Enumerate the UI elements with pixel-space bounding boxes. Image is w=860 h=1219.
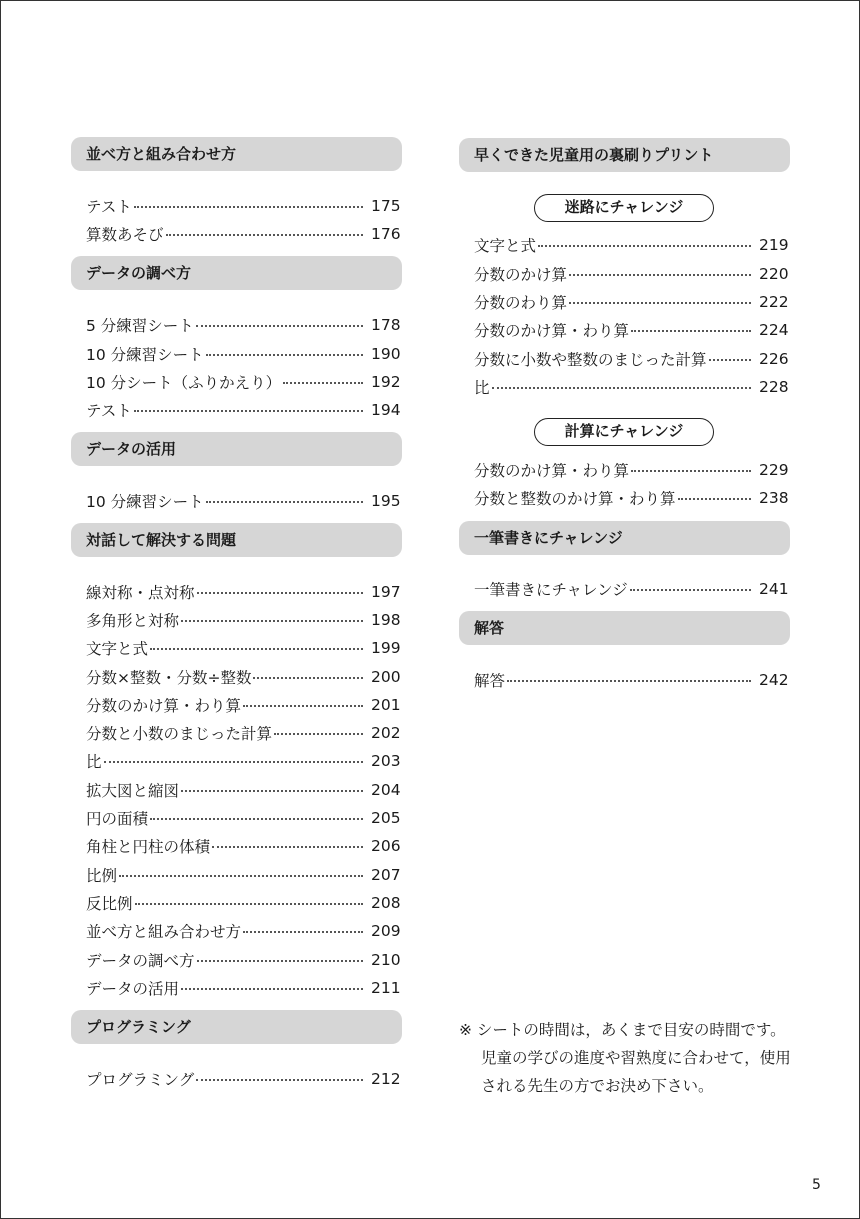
section-header: データの調べ方 <box>71 256 402 290</box>
toc-entry <box>474 261 787 287</box>
toc-entry-label: 比 <box>86 753 102 771</box>
section-header: 早くできた児童用の裏刷りプリント <box>459 138 790 172</box>
toc-entry-label: 文字と式 <box>86 640 149 658</box>
toc-entry-page: 208 <box>371 894 401 912</box>
toc-entry-label: 分数のかけ算・わり算 <box>474 322 630 340</box>
toc-entry <box>86 918 399 944</box>
toc-entry-page: 207 <box>371 866 401 884</box>
toc-entry-page: 209 <box>371 922 401 940</box>
section-header: 対話して解決する問題 <box>71 523 402 557</box>
toc-entry <box>86 833 399 859</box>
toc-entry-page: 242 <box>759 671 789 689</box>
toc-entry-label: テスト <box>86 402 132 420</box>
toc-entry <box>86 947 399 973</box>
toc-entry-label: 拡大図と縮図 <box>86 782 180 800</box>
section-header: データの活用 <box>71 432 402 466</box>
toc-entry-page: 203 <box>371 752 401 770</box>
dot-leader <box>631 330 751 332</box>
toc-entry-page: 229 <box>759 461 789 479</box>
dot-leader <box>243 705 363 707</box>
dot-leader <box>206 354 363 356</box>
toc-entry-page: 194 <box>371 401 401 419</box>
toc-entry <box>86 664 399 690</box>
toc-entry-label: 分数に小数や整数のまじった計算 <box>474 351 707 369</box>
toc-entry-page: 228 <box>759 378 789 396</box>
dot-leader <box>709 359 751 361</box>
toc-entry-label: テスト <box>86 198 132 216</box>
toc-entry-label: 5 分練習シート <box>86 317 194 335</box>
section-header: プログラミング <box>71 1010 402 1044</box>
toc-entry-page: 222 <box>759 293 789 311</box>
dot-leader <box>150 818 363 820</box>
toc-entry-page: 199 <box>371 639 401 657</box>
toc-entry-page: 201 <box>371 696 401 714</box>
toc-entry-label: データの活用 <box>86 980 180 998</box>
toc-entry-page: 219 <box>759 236 789 254</box>
toc-entry-page: 200 <box>371 668 401 686</box>
toc-entry-label: 線対称・点対称 <box>86 584 195 602</box>
toc-entry <box>86 748 399 774</box>
toc-entry-label: 分数のわり算 <box>474 294 568 312</box>
toc-entry-label: 比例 <box>86 867 118 885</box>
dot-leader <box>166 234 363 236</box>
dot-leader <box>253 677 363 679</box>
toc-entry <box>474 232 787 258</box>
calc-subsection-pill: 計算にチャレンジ <box>534 418 714 446</box>
dot-leader <box>206 501 363 503</box>
toc-entry-label: 10 分練習シート <box>86 493 204 511</box>
toc-entry-page: 241 <box>759 580 789 598</box>
toc-entry <box>86 975 399 1001</box>
dot-leader <box>631 470 751 472</box>
dot-leader <box>104 761 363 763</box>
toc-entry-label: データの調べ方 <box>86 952 195 970</box>
toc-entry-label: 多角形と対称 <box>86 612 180 630</box>
toc-entry <box>474 346 787 372</box>
page-number: 5 <box>812 1177 821 1193</box>
dot-leader <box>181 620 363 622</box>
toc-entry-label: 角柱と円柱の体積 <box>86 838 211 856</box>
toc-entry <box>86 862 399 888</box>
toc-entry-page: 211 <box>371 979 401 997</box>
toc-entry-page: 195 <box>371 492 401 510</box>
toc-entry <box>86 1066 399 1092</box>
toc-entry-page: 210 <box>371 951 401 969</box>
toc-entry-label: 解答 <box>474 672 506 690</box>
dot-leader <box>630 589 751 591</box>
dot-leader <box>134 410 363 412</box>
toc-entry-label: 並べ方と組み合わせ方 <box>86 923 242 941</box>
toc-entry-page: 175 <box>371 197 401 215</box>
toc-entry-page: 205 <box>371 809 401 827</box>
dot-leader <box>492 387 751 389</box>
toc-entry-label: 分数のかけ算 <box>474 266 568 284</box>
toc-entry <box>86 341 399 367</box>
dot-leader <box>134 206 363 208</box>
toc-entry-page: 192 <box>371 373 401 391</box>
toc-entry <box>86 579 399 605</box>
maze-subsection-pill: 迷路にチャレンジ <box>534 194 714 222</box>
dot-leader <box>181 790 363 792</box>
toc-entry-page: 176 <box>371 225 401 243</box>
toc-entry <box>86 692 399 718</box>
dot-leader <box>538 245 751 247</box>
toc-entry-page: 204 <box>371 781 401 799</box>
dot-leader <box>150 648 363 650</box>
toc-entry-label: 分数×整数・分数÷整数 <box>86 669 252 687</box>
dot-leader <box>569 274 751 276</box>
toc-entry-label: 10 分シート（ふりかえり） <box>86 374 282 392</box>
dot-leader <box>569 302 751 304</box>
toc-entry <box>86 607 399 633</box>
dot-leader <box>197 960 363 962</box>
dot-leader <box>212 846 363 848</box>
section-header: 解答 <box>459 611 790 645</box>
toc-entry <box>474 576 787 602</box>
toc-entry <box>86 488 399 514</box>
toc-entry-label: 算数あそび <box>86 226 164 244</box>
toc-entry-label: 分数のかけ算・わり算 <box>86 697 242 715</box>
toc-entry <box>86 312 399 338</box>
toc-entry-page: 197 <box>371 583 401 601</box>
dot-leader <box>119 875 363 877</box>
section-header: 並べ方と組み合わせ方 <box>71 137 402 171</box>
toc-entry <box>86 193 399 219</box>
note-line: ※ シートの時間は，あくまで目安の時間です。 <box>459 1021 786 1039</box>
dot-leader <box>678 498 751 500</box>
toc-entry-page: 224 <box>759 321 789 339</box>
toc-entry-label: 分数と整数のかけ算・わり算 <box>474 490 676 508</box>
note-line: される先生の方でお決め下さい。 <box>481 1077 714 1095</box>
dot-leader <box>243 931 363 933</box>
toc-entry <box>86 369 399 395</box>
dot-leader <box>274 733 363 735</box>
toc-entry <box>474 667 787 693</box>
toc-entry-label: 分数のかけ算・わり算 <box>474 462 630 480</box>
toc-entry-label: 反比例 <box>86 895 133 913</box>
dot-leader <box>196 1079 363 1081</box>
toc-entry <box>86 720 399 746</box>
dot-leader <box>507 680 751 682</box>
toc-entry-page: 226 <box>759 350 789 368</box>
toc-entry <box>86 221 399 247</box>
toc-entry-page: 190 <box>371 345 401 363</box>
dot-leader <box>196 325 363 327</box>
toc-entry-page: 238 <box>759 489 789 507</box>
toc-entry <box>474 289 787 315</box>
toc-entry-page: 206 <box>371 837 401 855</box>
toc-entry <box>474 374 787 400</box>
time-note <box>459 1016 799 1100</box>
dot-leader <box>283 382 363 384</box>
section-header: 一筆書きにチャレンジ <box>459 521 790 555</box>
toc-entry-label: プログラミング <box>86 1071 195 1089</box>
note-line: 児童の学びの進度や習熟度に合わせて，使用 <box>481 1049 791 1067</box>
dot-leader <box>197 592 363 594</box>
dot-leader <box>181 988 363 990</box>
toc-entry <box>86 397 399 423</box>
toc-entry-label: 一筆書きにチャレンジ <box>474 581 628 599</box>
dot-leader <box>135 903 363 905</box>
toc-entry-page: 220 <box>759 265 789 283</box>
toc-entry-label: 円の面積 <box>86 810 149 828</box>
toc-entry <box>474 485 787 511</box>
toc-entry <box>86 635 399 661</box>
toc-entry <box>474 457 787 483</box>
toc-entry-page: 178 <box>371 316 401 334</box>
toc-entry <box>86 890 399 916</box>
toc-entry-label: 分数と小数のまじった計算 <box>86 725 273 743</box>
toc-entry-label: 10 分練習シート <box>86 346 204 364</box>
toc-entry-page: 202 <box>371 724 401 742</box>
toc-entry-label: 比 <box>474 379 490 397</box>
toc-entry <box>86 805 399 831</box>
toc-entry <box>86 777 399 803</box>
toc-entry-label: 文字と式 <box>474 237 537 255</box>
toc-entry-page: 212 <box>371 1070 401 1088</box>
toc-entry-page: 198 <box>371 611 401 629</box>
toc-entry <box>474 317 787 343</box>
